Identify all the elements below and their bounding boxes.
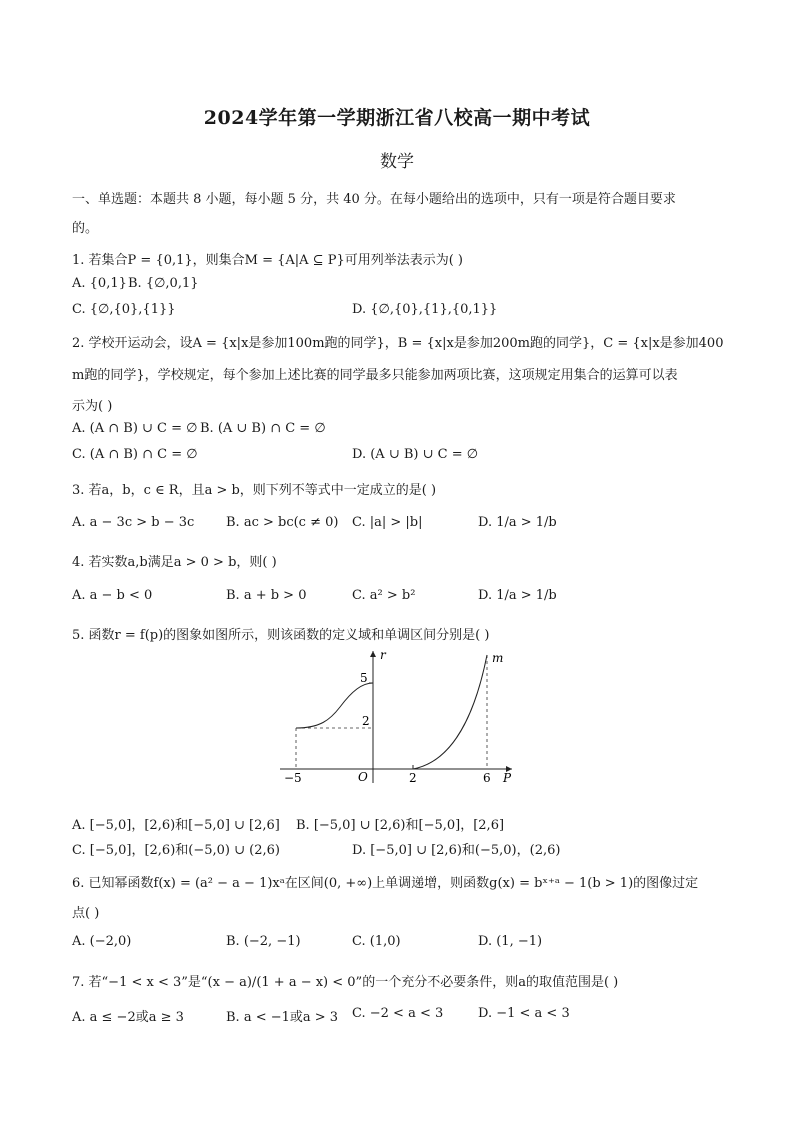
- q1-option-a: A. {0,1}: [72, 276, 127, 291]
- q1-stem: 1. 若集合P = {0,1}，则集合M = {A|A ⊆ P}可用列举法表示为( ): [72, 253, 464, 268]
- tick-label-minus5: −5: [284, 771, 302, 785]
- curve-right-segment: [413, 655, 487, 769]
- q4-option-d: D. 1/a > 1/b: [478, 588, 557, 603]
- tick-label-5: 5: [360, 671, 368, 685]
- q5-stem: 5. 函数r = f(p)的图象如图所示，则该函数的定义域和单调区间分别是( ): [72, 628, 490, 643]
- q7-option-a: A. a ≤ −2或a ≥ 3: [72, 1010, 184, 1025]
- q2-option-a: A. (A ∩ B) ∪ C = ∅: [72, 421, 198, 436]
- q6-option-d: D. (1, −1): [478, 934, 543, 949]
- q2-option-b: B. (A ∪ B) ∩ C = ∅: [200, 421, 326, 436]
- q1-option-c: C. {∅,{0},{1}}: [72, 302, 176, 317]
- axis-label-r: r: [380, 648, 386, 662]
- q6-option-b: B. (−2, −1): [226, 934, 301, 949]
- tick-label-2-x: 2: [409, 771, 417, 785]
- q6-stem-line1: 6. 已知幂函数f(x) = (a² − a − 1)xᵃ在区间(0, +∞)上单调递增，则函数g(x) = bˣ⁺ᵃ − 1(b > 1)的图像过定: [72, 876, 699, 891]
- q2-stem-line1: 2. 学校开运动会，设A = {x|x是参加100m跑的同学}，B = {x|x是参加200m跑的同学}，C = {x|x是参加400: [72, 336, 724, 351]
- q6-option-c: C. (1,0): [352, 934, 401, 949]
- q3-stem: 3. 若a，b，c ∈ R，且a > b，则下列不等式中一定成立的是( ): [72, 483, 437, 498]
- q7-option-c: C. −2 < a < 3: [352, 1006, 444, 1021]
- curve-label-m: m: [492, 651, 504, 665]
- exam-subject: 数学: [380, 152, 414, 172]
- tick-label-2-y: 2: [362, 714, 370, 728]
- q6-option-a: A. (−2,0): [72, 934, 132, 949]
- section-instructions-line2: 的。: [72, 221, 99, 236]
- q2-stem-line2: m跑的同学}，学校规定，每个参加上述比赛的同学最多只能参加两项比赛，这项规定用集合的运算可以表: [72, 368, 678, 383]
- tick-label-6: 6: [483, 771, 491, 785]
- q6-stem-line2: 点( ): [72, 906, 100, 921]
- q4-option-b: B. a + b > 0: [226, 588, 307, 603]
- q3-option-c: C. |a| > |b|: [352, 515, 423, 530]
- origin-label: O: [358, 770, 368, 784]
- q2-stem-line3: 示为( ): [72, 399, 113, 414]
- q7-option-d: D. −1 < a < 3: [478, 1006, 570, 1021]
- q5-function-graph: [280, 645, 520, 785]
- q2-option-d: D. (A ∪ B) ∪ C = ∅: [352, 447, 479, 462]
- exam-title: 2024学年第一学期浙江省八校高一期中考试: [203, 107, 591, 129]
- q4-stem: 4. 若实数a,b满足a > 0 > b，则( ): [72, 555, 277, 570]
- axis-label-p: P: [503, 771, 512, 785]
- q1-option-d: D. {∅,{0},{1},{0,1}}: [352, 302, 498, 317]
- q4-option-a: A. a − b < 0: [72, 588, 153, 603]
- q5-option-c: C. [−5,0]，[2,6)和(−5,0) ∪ (2,6): [72, 843, 280, 858]
- q5-option-a: A. [−5,0]，[2,6)和[−5,0] ∪ [2,6]: [72, 818, 280, 833]
- q7-stem: 7. 若“−1 < x < 3”是“(x − a)/(1 + a − x) < 0”的一个充分不必要条件，则a的取值范围是( ): [72, 975, 619, 990]
- q7-option-b: B. a < −1或a > 3: [226, 1010, 339, 1025]
- q1-option-b: B. {∅,0,1}: [128, 276, 199, 291]
- section-instructions-line1: 一、单选题：本题共 8 小题，每小题 5 分，共 40 分。在每小题给出的选项中，只有一项是符合题目要求: [72, 192, 676, 207]
- q4-option-c: C. a² > b²: [352, 588, 416, 603]
- q3-option-a: A. a − 3c > b − 3c: [72, 515, 195, 530]
- y-axis-arrow: [370, 651, 376, 657]
- q5-option-b: B. [−5,0] ∪ [2,6)和[−5,0]，[2,6]: [296, 818, 505, 833]
- q2-option-c: C. (A ∩ B) ∩ C = ∅: [72, 447, 198, 462]
- q5-option-d: D. [−5,0] ∪ [2,6)和(−5,0)，(2,6): [352, 843, 561, 858]
- q3-option-b: B. ac > bc(c ≠ 0): [226, 515, 339, 530]
- q3-option-d: D. 1/a > 1/b: [478, 515, 557, 530]
